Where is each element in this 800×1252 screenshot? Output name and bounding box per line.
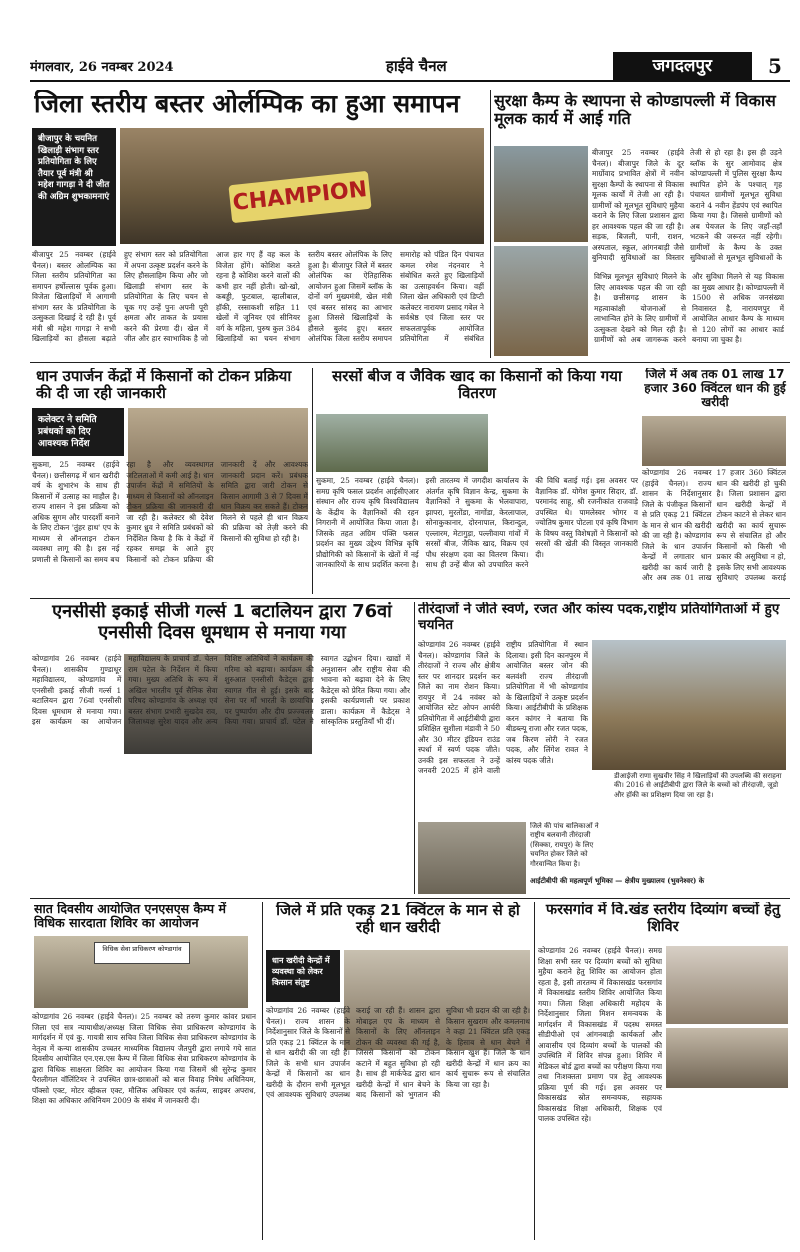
kondapalli-caption: विभिन्न मूलभूत सुविधाएं मिलने के लिए आवश्यक पहल की जा रही है। छत्तीसगढ़ शासन के महत्वाकांक्षी योजनाओं से लाभान्वित होने के लिए ग्रामीणों में उत्सुकता देखने को मिल रही है। ग्रामीणों को अब जागरूक करने और सुविधा मिलने से यह विकास का मुख्य आधार है। कोण्डापल्ली में 1500 से अधिक जनसंख्या निवासरत है, नारायणपुर में आयोजित आधार कैम्प के माध्यम से 120 लोगों का आधार कार्ड बनाया जा चुका है। [594, 272, 784, 345]
column-divider [312, 368, 313, 594]
ncc-day-body: कोण्डागांव 26 नवम्बर (हाईवे चैनल)। शासकीय गुण्डाधूर महाविद्यालय, कोण्डागांव में एनसीसी इकाई सीजी गर्ल्स 1 बटालियन द्वारा 76वां एनसीसी दिवस धूमधाम से मनाया गया। इस कार्यक्रम का आयोजन महाविद्यालय के प्राचार्य डॉ. चेतन राम पटेल के निर्देशन में किया गया। मुख्य अतिथि के रूप में अखिल भारतीय पूर्व सैनिक सेवा परिषद कोण्डागांव के अध्यक्ष एवं बस्तर संभाग प्रभारी सुखदेव राव, जिलाध्यक्ष सुरेश यादव और अन्य विशिष्ट अतिथियों ने कार्यक्रम की गरिमा को बढ़ाया। कार्यक्रम की शुरुआत एनसीसी कैडेट्स द्वारा स्वागत गीत से हुई। इसके बाद सेना पर माँ भारती के छायाचित्र पर पुष्पार्पण और दीप प्रज्ज्वलन किया गया। प्राचार्य डॉ. पटेल ने स्वागत उद्बोधन दिया। खाद्यों में अनुशासन और राष्ट्रीय सेवा की भावना को बढ़ावा देने के लिए कैडेट्स को प्रेरित किया गया। और इसकी कार्यप्रणाली पर प्रकाश डाला। कार्यक्रम में कैडेट्स ने सांस्कृतिक प्रस्तुतियाँ भी दीं। [32, 654, 410, 727]
column-divider [262, 902, 263, 1240]
mustard-seed-body: सुकमा, 25 नवम्बर (हाईवे चैनल)। समग्र कृषि फसल प्रदर्शन आईसीएआर संस्थान और राज्य कृषि विश्वविद्यालय के केंद्रीय के वैज्ञानिकों की रहन निगरानी में आयोजित किया जाता है। जिसके तहत अग्रिम पंक्ति फसल प्रदर्शन का मुख्य उद्देश्य विभिन्न कृषि प्रौद्योगिकी को किसानों के खेतों में नई जानकारियों के साथ प्रदर्शित करना है। इसी तारतम्य में जगदीश कार्यालय के अंतर्गत कृषि विज्ञान केन्द्र, सुकमा के वैज्ञानिकों ने सुकमा के भेलवापारा, झापरा, मुरतोंडा, नागोंडा, केरलापाल, सोनाकुकानार, दोरनापाल, किरान्दुल, एल्लारम, मेटागुड़ा, पल्लीवाया गांवों में सरसों बीज, जैविक खाद, विक्रय एवं पौध संरक्षण दवा का वितरण किया। साथ ही उन्हें बीज को उपचारित करने की विधि बताई गई। इस अवसर पर वैज्ञानिक डॉ. योगेश कुमार सिदार, डॉ. परमानंद साहू, श्री रजनीकांत राजवाड़े उपस्थित थे। पामलेस्वर भोगर व ज्योतिष कुमार पोटला एवं कृषि विभाग के विषय वस्तु विशेषज्ञों ने किसानों को सरसों की खेती की विस्तृत जानकारी दी। [316, 476, 638, 570]
archery-caption-left: जिले की पांच बालिकाओं ने राष्ट्रीय बलवानी तीरंदाजी (सिक्का, रायपुर) के लिए चयनित होकर जिले को गौरवान्वित किया है। [530, 822, 599, 868]
paddy-token-body: सुकमा, 25 नवम्बर (हाईवे चैनल)। छत्तीसगढ़ में धान खरीदी वर्ष के शुभारंभ के साथ ही किसानों में उत्साह का माहौल है। राज्य शासन ने इस प्रक्रिया को अधिक सुगम और पारदर्शी बनाने के लिए टोकन 'तुंहर हाथ' एप के माध्यम से ऑनलाइन टोकन व्यवस्था लागू की है। इस नई प्रणाली से किसानों का समय बच रहा है और व्यवस्थागत जटिलताओं में कमी आई है। धान उपार्जन केंद्रों में समितियों के माध्यम से किसानों को ऑनलाइन टोकन प्रक्रिया की जानकारी दी जा रही है। कलेक्टर श्री देवेश कुमार ध्रुव ने समिति प्रबंधकों को निर्देशित किया है कि वे केंद्रों में रहकर समझ के आते हुए किसानों को टोकन प्रक्रिया की जानकारी दें और आवश्यक जानकारी प्रदान करें। प्रबंधक समिति द्वारा जारी टोकन से किसान आगामी 3 से 7 दिवस में धान विक्रय कर सकते हैं। टोकन मिलने से पहले ही धान विक्रय की प्रक्रिया को तेज़ी करने की किसानों की सुविधा हो रही है। [32, 460, 308, 564]
bastar-olympic-headline: जिला स्तरीय बस्तर ओर्लम्पिक का हुआ समापन [34, 90, 460, 118]
ncc-day-headline: एनसीसी इकाई सीजी गर्ल्स 1 बटालियन द्वारा 76वां एनसीसी दिवस धूमधाम से मनाया गया [52, 602, 392, 643]
selected-girls-photo [418, 822, 526, 894]
legal-camp-photo [34, 936, 248, 1008]
paddy-bags-photo [642, 416, 786, 466]
champion-team-photo [120, 128, 484, 244]
disability-camp-body: कोण्डागांव 26 नवम्बर (हाईवे चैनल)। समग्र शिक्षा सभी स्तर पर दिव्यांग बच्चों को सुविधा मुहैया कराने हेतु शिविर का आयोजन होता रहता है, इसी तारतम्य में विकासखंड फरसगांव में विकासखंड स्तरीय शिविर आयोजित किया गया। जिला शिक्षा अधिकारी महोदय के निर्देशानुसार जिला मिशन समन्वयक के मार्गदर्शन में विकासखंड में पदस्थ समस्त सीडीपीओ एवं आंगनबाड़ी कार्यकर्ता और आवासीय एवं दिव्यांग बच्चों के पालकों की उपस्थिति में शिविर संपन्न हुआ। शिविर में मेडिकल बोर्ड द्वारा बच्चों का परीक्षण किया गया तथा निःशक्तता प्रमाण पत्र हेतु आवश्यक प्रक्रिया पूर्ण की गई। इस अवसर पर विकासखंड स्रोत समन्वयक, सहायक विकासखंड शिक्षा अधिकारी, शिक्षक एवं पालक उपस्थित रहे। [538, 946, 662, 1124]
seed-distribution-photo [316, 414, 488, 472]
per-acre-paddy-headline: जिले में प्रति एकड़ 21 क्विंटल के मान से हो रही धान खरीदी [276, 902, 520, 937]
issue-date: मंगलवार, 26 नवम्बर 2024 [30, 60, 174, 75]
kondapalli-headline: सुरक्षा कैम्प के स्थापना से कोण्डापल्ली में विकास मूलक कार्य में आई गति [494, 92, 776, 129]
column-divider [414, 602, 415, 894]
column-divider [534, 902, 535, 1240]
per-acre-paddy-body: कोण्डागांव 26 नवम्बर (हाईवे चैनल)। राज्य शासन के निर्देशानुसार जिले के किसानों से प्रति एकड़ 21 क्विंटल के मान से धान खरीदी की जा रही है। जिले के सभी धान उपार्जन केन्द्रों में किसानों का धान खरीदी के दौरान सभी मूलभूत एवं आवश्यक सुविधाएं उपलब्ध कराई जा रही हैं। शासन द्वारा मोबाइल एप के माध्यम से किसानों के लिए ऑनलाइन टोकन की व्यवस्था की गई है, जिससे किसानों को टोकन कटाने में बहुत सुविधा हो रही है। साथ ही मार्कफेड द्वारा धान खरीदी केन्द्रों में धान बेचने के बाद किसानों को भुगतान की सुविधा भी प्रदान की जा रही है। किसान सुखराम और कमलनाथ ने कहा 21 क्विंटल प्रति एकड़ के हिसाब से धान बेचने में किसान खुश हैं। जिले के धान खरीदी केन्द्रों में धान क्रय का कार्य सुचारू रूप से संचालित किया जा रहा है। [266, 1006, 530, 1100]
farmers-satisfied-box: धान खरीदी केन्द्रों में व्यवस्था को लेकर किसान संतुष्ट [266, 950, 340, 1002]
archers-photo [592, 640, 786, 770]
village-photo-left-bottom [494, 246, 588, 356]
section-rule [30, 898, 790, 899]
itbp-credit: आईटीबीपी की महत्वपूर्ण भूमिका — क्षेत्रीय मुख्यालय (भुवनेश्वर) के [530, 876, 705, 885]
bastar-olympic-highlight-box: बीजापुर के चयनित खिलाड़ी संभाग स्तर प्रतियोगिता के लिए तैयार पूर्व मंत्री श्री महेश गागड़ा ने दी जीत की अग्रिम शुभकामनाएं [32, 128, 116, 246]
mustard-seed-headline: सरसों बीज व जैविक खाद का किसानों को किया गया वितरण [332, 368, 622, 403]
village-photo-left [494, 146, 588, 242]
paddy-token-headline: धान उपार्जन केंद्रों में किसानों को टोकन प्रक्रिया की दी जा रही जानकारी [36, 368, 292, 403]
camp-children-photo [666, 946, 788, 1024]
legal-camp-banner: विधिक सेवा प्राधिकरण कोण्डागांव [94, 942, 190, 964]
masthead [30, 52, 790, 82]
bastar-olympic-body: बीजापुर 25 नवम्बर (हाईवे चैनल)। बस्तर ओलम्पिक का जिला स्तरीय प्रतियोगिता का समापन हर्षोल्लास पूर्वक हुआ। विजेता खिलाड़ियों में आगामी संभाग स्तर के प्रतियोगिता के उत्सुकता दिखाई दे रही है। पूर्व मंत्री श्री महेश गागड़ा ने सभी खिलाड़ियों का हौसला बढ़ाते हुए संभाग स्तर को प्रतियोगिता में अपना उत्कृष्ट प्रदर्शन करने के लिए हौसलाहिम किया और जो खिलाड़ी संभाग स्तर के प्रतियोगिता के लिए चयन से चूक गए उन्हें पुनः अपनी पूरी क्षमता और ताकत के प्रयास करने की प्रेरणा दी। खेल में जीत और हार स्वाभाविक है जो आज हार गए हैं वह कल के विजेता होंगे। कोशिश करते रहना है कोशिश करने वालों की कभी हार नहीं होती। खो-खो, कबड्डी, फुटबाल, व्हालीबाल, हॉकी, रस्साकशी सहित 11 खेलों में जूनियर एवं सीनियर वर्ग के महिला, पुरुष कुल 384 खिलाड़ियों का चयन संभाग स्तरीय बस्तर ओलंपिक के लिए हुआ है। बीजापुर जिले में बस्तर ओलंपिक का ऐतिहासिक आयोजन हुआ जिसमें ब्लॉक के दोनों वर्ग मुख्यमंत्री, खेल मंत्री एवं बस्तर सांसद का आभार हुआ जिससे खिलाड़ियों के हौसले बुलंद हुए। बस्तर ओलंपिक जिला स्तरीय समापन समारोह को पंडित दिन पंचायत कमल रमेश नंदनवार ने संबोधित करते हुए खिलाड़ियों का उत्साहवर्धन किया। वहीं जिला खेल अधिकारी एवं डिप्टी कलेक्टर नारायण प्रसाद गबेल ने सर्वश्रेष्ठ एवं जिला स्तर पर सफलतापूर्वक आयोजित प्रतियोगिता में संबंधित [32, 250, 484, 344]
collector-instruction-box: कलेक्टर ने समिति प्रबंधकों को दिए आवश्यक निर्देश [32, 408, 124, 456]
section-rule [30, 362, 790, 363]
medical-board-photo [666, 1028, 788, 1088]
section-rule [30, 598, 790, 599]
archery-body: कोण्डागांव 26 नवम्बर (हाईवे चैनल)। कोण्डागांव जिले के तीरंदाजों ने राज्य और क्षेत्रीय स्तर पर शानदार प्रदर्शन कर जिले का नाम रोशन किया। रायपुर में 24 नवंबर को आयोजित स्टेट ओपन आर्चरी प्रतियोगिता में आईटीबीपी द्वारा प्रशिक्षित सुशीला मंडावी ने 50 और 30 मीटर इंडियन राउंड स्पर्धा में स्वर्ण पदक जीते। उनकी इस सफलता ने उन्हें जनवरी 2025 में होने वाली राष्ट्रीय प्रतियोगिता में स्थान दिलाया। इसी दिन कानपुरम में आयोजित बस्तर जोन की बलवंशी राज्य तीरंदाजी प्रतियोगिता में भी कोण्डागांव के खिलाड़ियों ने उत्कृष्ट प्रदर्शन किया। आईटीबीपी के प्रशिक्षक करन कांगर ने बताया कि बीडब्ल्यू राजा और रजत पदक, जब किरण लोरी ने रजत पदक, और लिंगेश रावत ने कांस्य पदक जीते। [418, 640, 588, 776]
archery-headline: तीरंदाजों ने जीते स्वर्ण, रजत और कांस्य पदक,राष्ट्रीय प्रतियोगिताओं में हुए चयनित [418, 602, 780, 633]
column-divider [490, 90, 491, 358]
edition-city: जगदलपुर [613, 52, 752, 80]
archery-caption-right: डीआईजी राणा सुखवीर सिंह ने खिलाड़ियों की उपलब्धि की सराहना की। 2016 से आईटीबीपी द्वारा जिले के बच्चों को तीरंदाजी, जूडो और हॉकी का प्रशिक्षण दिया जा रहा है। [614, 772, 782, 799]
legal-literacy-body: कोण्डागांव 26 नवम्बर (हाईवे चैनल)। 25 नवम्बर को तरुण कुमार कांवर प्रधान जिला एवं सत्र न्यायाधीश/अध्यक्ष जिला विधिक सेवा प्राधिकरण कोण्डागांव के मार्गदर्शन में एवं कु. गायत्री साय सचिव जिला विधिक सेवा प्राधिकरण कोण्डागांव के नेतृत्व में कन्या शासकीय उच्चतर माध्यमिक विद्यालय जैतपुरी द्वारा लगाये गये सात दिवसीय आयोजित एन.एस.एस कैम्प में जिला विधिक सेवा प्राधिकरण कोण्डागांव के द्वारा विधिक साक्षरता शिविर का आयोजन किया गया जिसमें श्री सुरेन्द्र कुमार पैरालीगल वॉलिंटियर ने उपस्थित छात्र-छात्राओं को बाल विवाह निषेध अधिनियम, पॉक्सो एक्ट, मोटर व्हीकल एक्ट, मौलिक अधिकार एवं कर्तव्य, साइबर अपराध, शिक्षा का अधिकार अधिनियम 2009 के संबंध में जानकारी दी। [32, 1012, 256, 1106]
disability-camp-headline: फरसगांव में वि.खंड स्तरीय दिव्यांग बच्चों हेतु शिविर [545, 902, 781, 935]
kondapalli-body: बीजापुर 25 नवम्बर (हाईवे चैनल)। बीजापुर जिले के दूर मार्ग्रोवाद प्रभावित क्षेत्रों में नवीन सुरक्षा कैम्पों के स्थापना से विकास मूलक कार्यों में तेजी आ रही है। ग्रामीणों को मूलभूत सुविधाएं मुहैया कराने के लिए जिला प्रशासन द्वारा हर आवश्यक पहल की जा रही है। सड़क, बिजली, पानी, राशन, अस्पताल, स्कूल, आंगनबाड़ी जैसे बुनियादी सुविधाओं का विस्तार तेजी से हो रहा है। इस ही उड़ने ब्लॉक के सुर आमोवाद क्षेत्र कोण्डापल्ली में पुलिस सुरक्षा कैम्प स्थापित होने के पश्चात् गृह पंचायत ग्रामीणों मूलभूत सुविधा कराने 4 नवीन हेंडपंप एवं स्थापित किया गया है। जिससे ग्रामीणों को अब पेयजल के लिए जहाँ-तहाँ भटकने की जरूरत नहीं रहेगी। ग्रामीणों के कैम्प के उक्त सुविधाओं से मूलभूत सुविधाओं के [592, 148, 782, 263]
paddy-purchase-headline: जिले में अब तक 01 लाख 17 हजार 360 क्विंटल धान की हुई खरीदी [644, 368, 786, 409]
page-number: 5 [768, 54, 782, 78]
champion-banner: CHAMPION [228, 171, 371, 223]
newspaper-name: हाईवे चैनल [385, 57, 447, 75]
paddy-purchase-body: कोण्डागांव 26 नवम्बर (हाईवे चैनल)। राज्य शासन के निर्देशानुसार जिले के पंजीकृत किसानों से प्रति एकड़ 21 क्विंटल के मान से धान की खरीदी की जा रही है। कोण्डागांव जिले के धान उपार्जन केन्द्रों में लगातार धान खरीदी का कार्य जारी है और अब तक 01 लाख 17 हजार 360 क्विंटल धान की खरीदी हो चुकी है। जिला प्रशासन द्वारा धान खरीदी केन्द्रों में टोकन काटने से लेकर धान खरीदी का कार्य सुचारू रूप से संचालित हो और किसानों को किसी भी प्रकार की असुविधा न हो, इसके लिए सभी आवश्यक सुविधाएं उपलब्ध कराई [642, 468, 786, 583]
legal-literacy-headline: सात दिवसीय आयोजित एनएसएस कैम्प में विधिक सारदाता शिविर का आयोजन [34, 902, 226, 931]
